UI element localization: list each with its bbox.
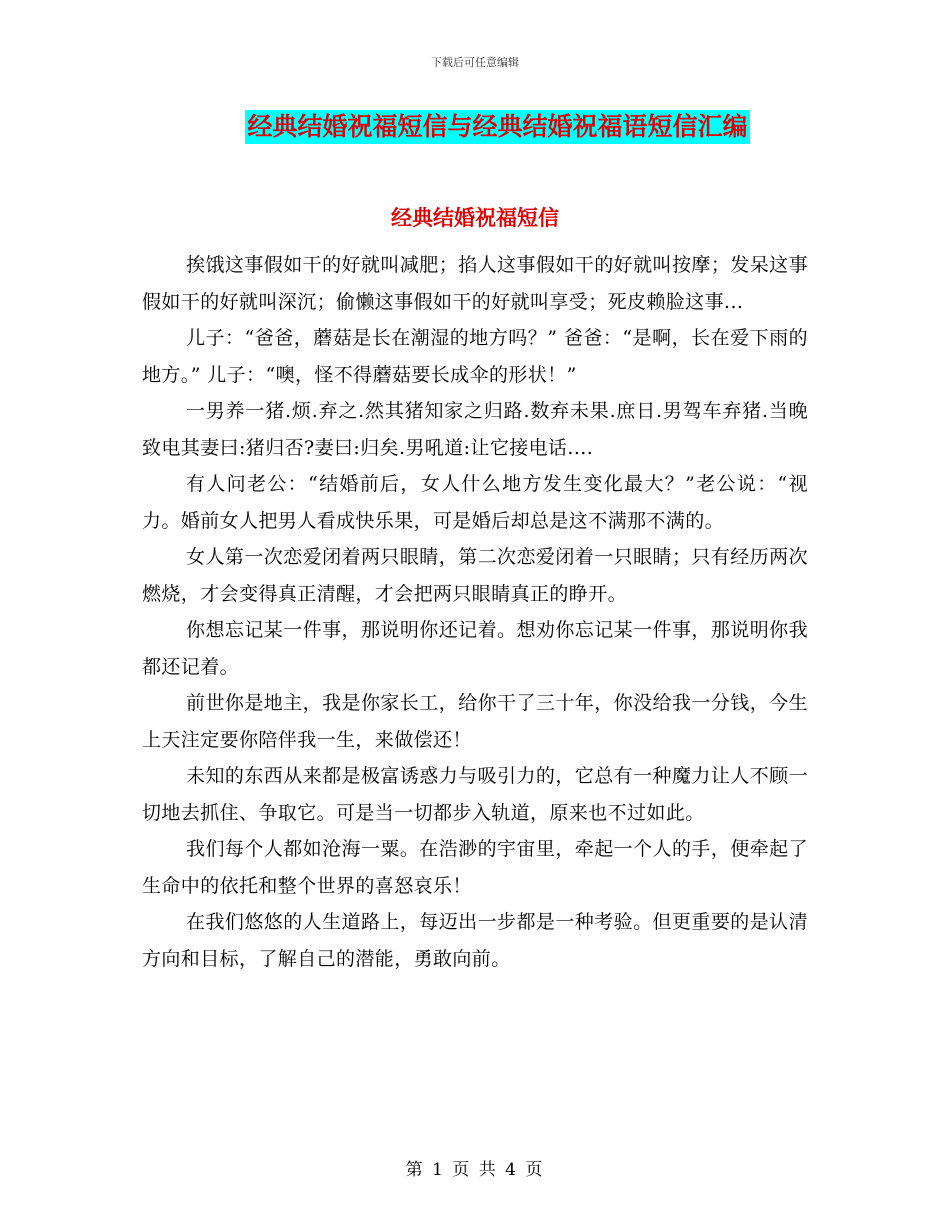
document-title: 经典结婚祝福短信与经典结婚祝福语短信汇编 bbox=[245, 110, 749, 144]
paragraph: 一男养一猪.烦.弃之.然其猪知家之归路.数弃未果.庶日.男驾车弃猪.当晚致电其妻曰:猪归否?妻曰:归矣.男吼道:让它接电话.... bbox=[142, 400, 808, 459]
paragraph: 你想忘记某一件事，那说明你还记着。想劝你忘记某一件事，那说明你我都还记着。 bbox=[142, 619, 808, 678]
section-title: 经典结婚祝福短信 bbox=[391, 206, 559, 230]
paragraph: 有人问老公：“结婚前后，女人什么地方发生变化最大？”老公说：“视力。婚前女人把男人看成快乐果，可是婚后却总是这不满那不满的。 bbox=[142, 473, 808, 532]
paragraph: 儿子：“爸爸，蘑菇是长在潮湿的地方吗？” 爸爸：“是啊，长在爱下雨的地方。” 儿子：“噢，怪不得蘑菇要长成伞的形状！” bbox=[142, 327, 808, 386]
header-note: 下载后可任意编辑 bbox=[431, 56, 519, 69]
paragraph: 在我们悠悠的人生道路上，每迈出一步都是一种考验。但更重要的是认清方向和目标，了解自己的潜能，勇敢向前。 bbox=[142, 911, 808, 970]
paragraph: 挨饿这事假如干的好就叫减肥；掐人这事假如干的好就叫按摩；发呆这事假如干的好就叫深沉；偷懒这事假如干的好就叫享受；死皮赖脸这事... bbox=[142, 254, 808, 313]
page-footer: 第 1 页 共 4 页 bbox=[405, 1160, 545, 1180]
paragraph: 前世你是地主，我是你家长工，给你干了三十年，你没给我一分钱，今生上天注定要你陪伴我一生，来做偿还！ bbox=[142, 692, 808, 751]
paragraph: 我们每个人都如沧海一粟。在浩渺的宇宙里，牵起一个人的手，便牵起了生命中的依托和整个世界的喜怒哀乐！ bbox=[142, 838, 808, 897]
paragraph: 女人第一次恋爱闭着两只眼睛，第二次恋爱闭着一只眼睛；只有经历两次燃烧，才会变得真正清醒，才会把两只眼睛真正的睁开。 bbox=[142, 546, 808, 605]
document-title-container bbox=[0, 110, 950, 144]
paragraph: 未知的东西从来都是极富诱惑力与吸引力的，它总有一种魔力让人不顾一切地去抓住、争取它。可是当一切都步入轨道，原来也不过如此。 bbox=[142, 765, 808, 824]
document-body bbox=[142, 247, 808, 977]
